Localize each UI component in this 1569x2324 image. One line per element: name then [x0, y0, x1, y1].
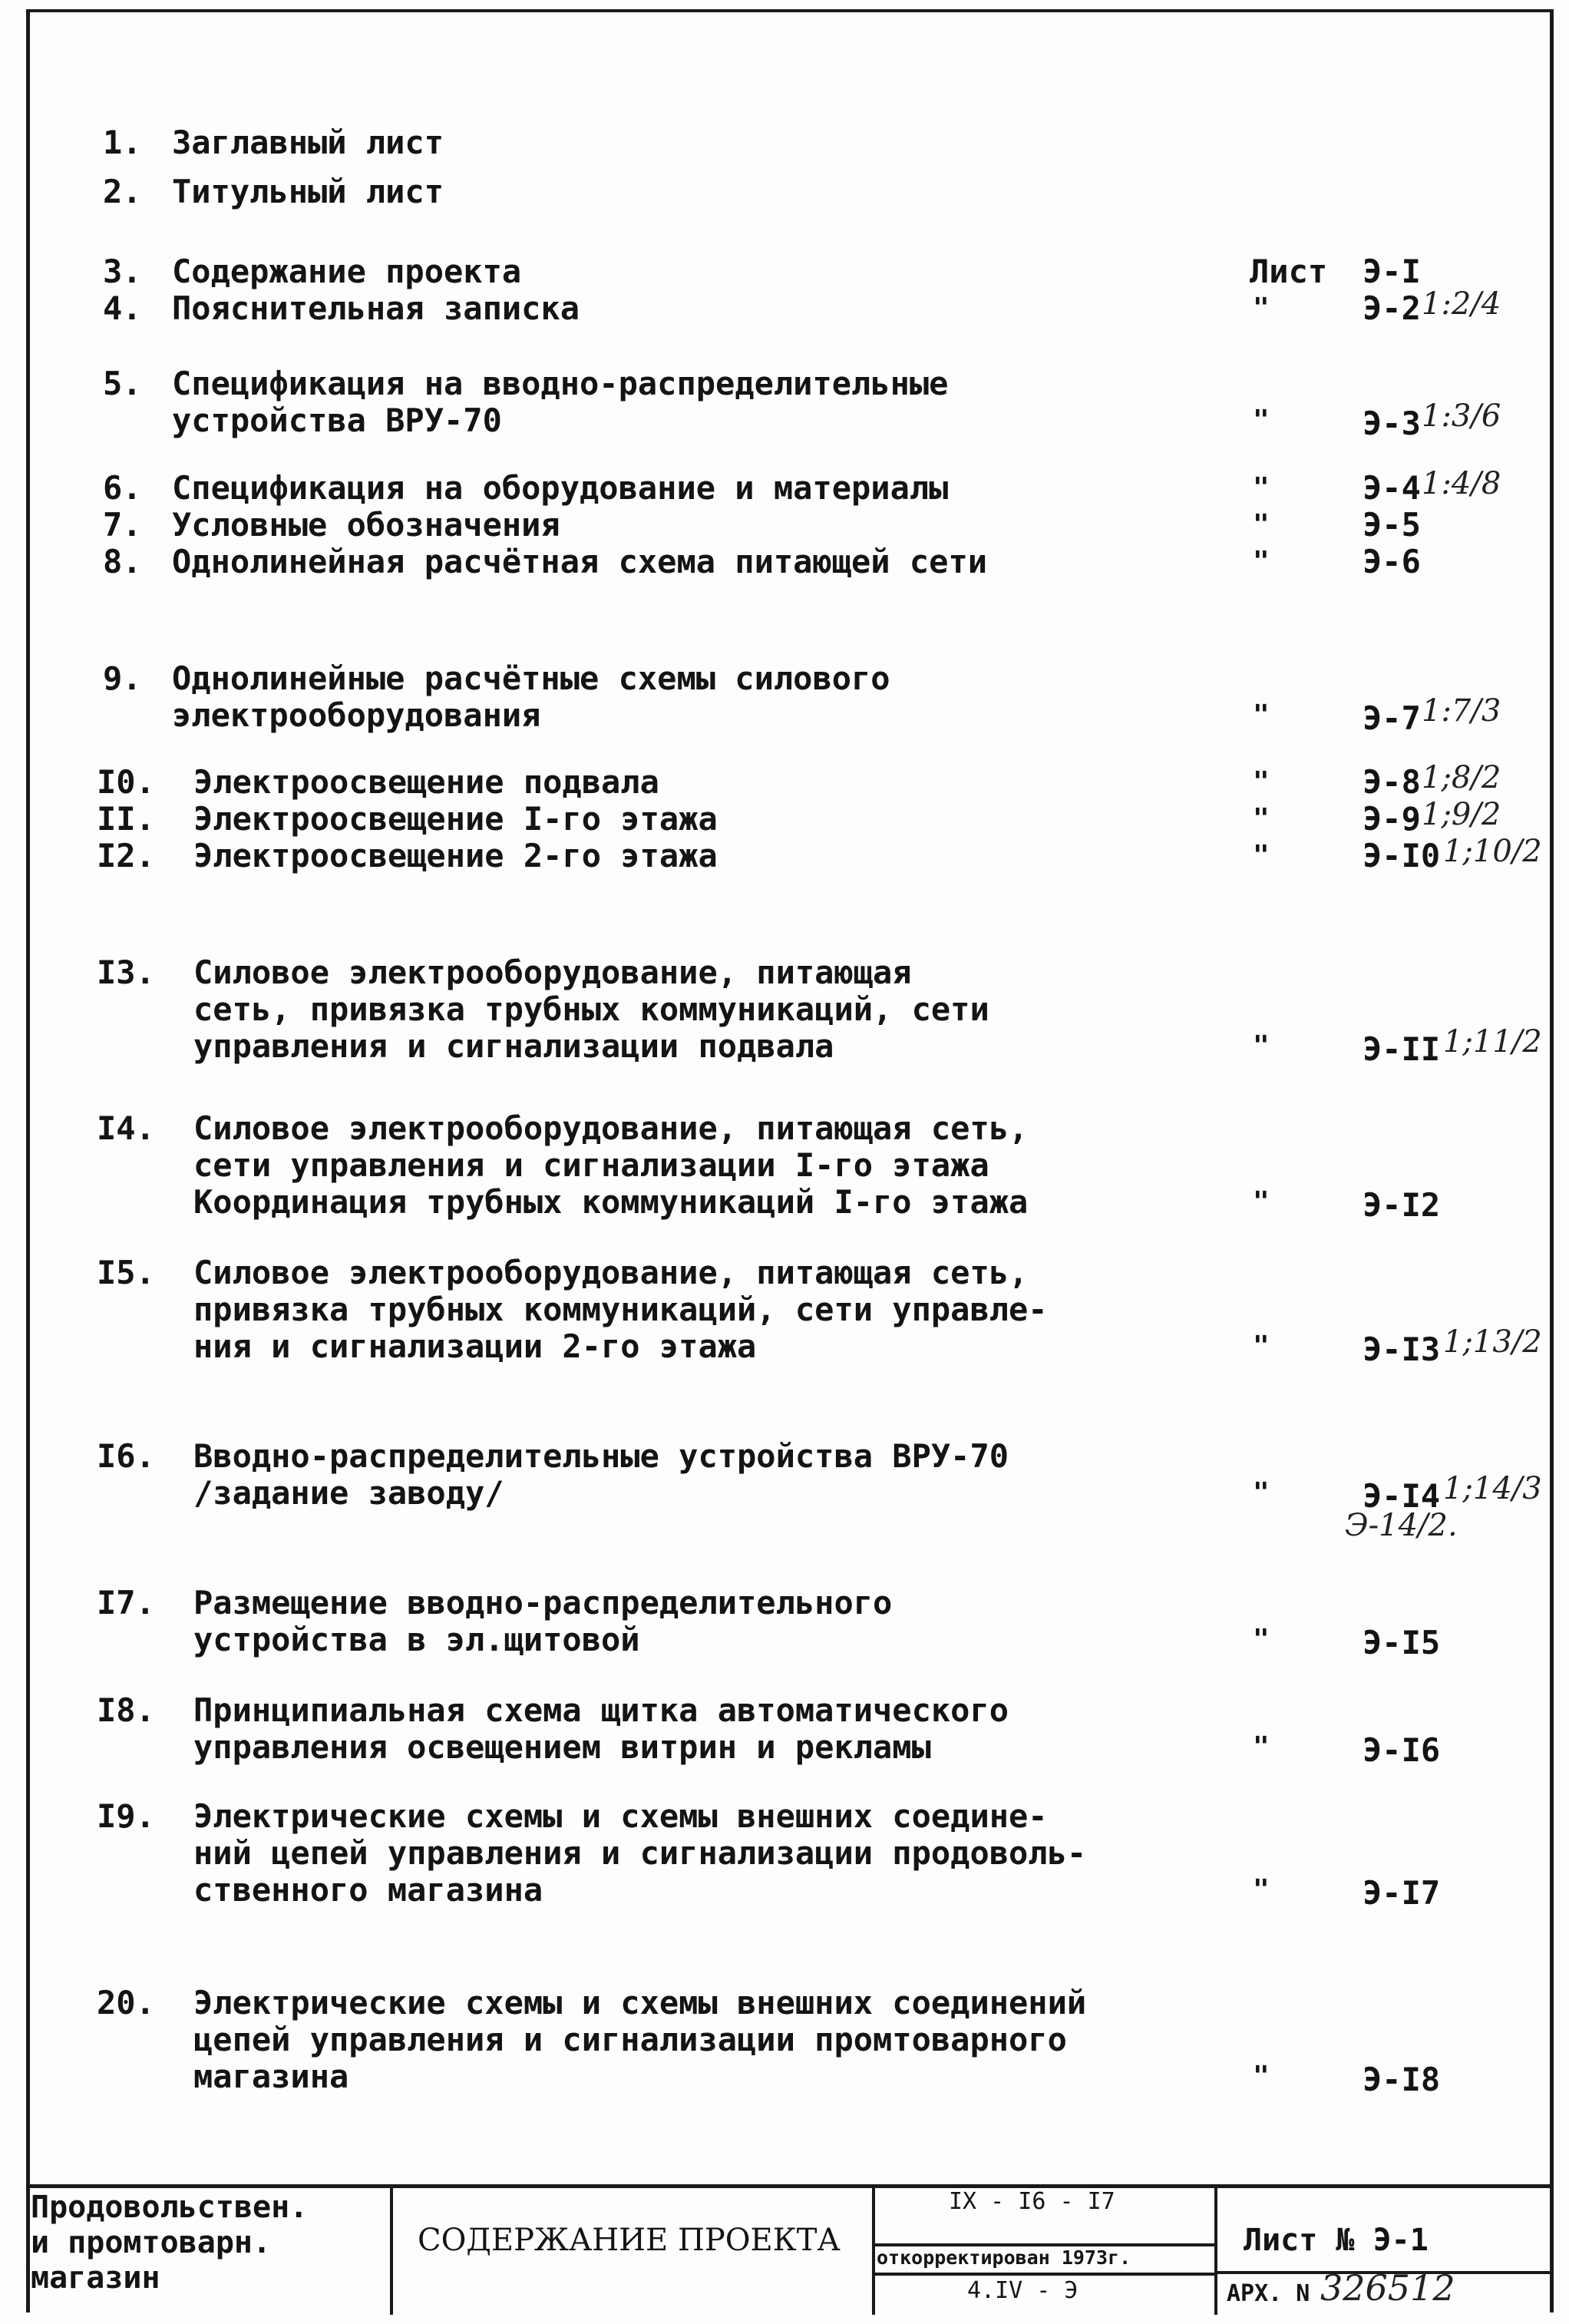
item-text-line: Электроосвещение I-го этажа — [193, 800, 718, 838]
item-text-line: Размещение вводно-распределительного — [193, 1584, 893, 1622]
item-number: 5. — [103, 365, 142, 402]
sheet-number: Э-I5 — [1363, 1624, 1441, 1661]
ditto-mark: " — [1253, 840, 1270, 871]
item-text-line: ния и сигнализации 2-го этажа — [193, 1327, 757, 1365]
item-text-line: сеть, привязка трубных коммуникаций, сети — [193, 990, 989, 1028]
handwritten-sheet-note: 1:4/8 — [1422, 466, 1501, 501]
item-number: I2. — [97, 837, 155, 874]
item-number: I3. — [97, 954, 155, 991]
item-text-line: электрооборудования — [172, 696, 541, 734]
item-text-line: ний цепей управления и сигнализации продоволь- — [193, 1834, 1087, 1872]
item-number: 3. — [103, 253, 142, 290]
archive-number: 326512 — [1320, 2267, 1455, 2309]
item-text-line: привязка трубных коммуникаций, сети управле- — [193, 1291, 1048, 1328]
item-text-line: Однолинейная расчётная схема питающей сети — [172, 543, 988, 580]
item-text-line: сети управления и сигнализации I-го этажа — [193, 1146, 989, 1184]
item-text-line: Электрические схемы и схемы внешних соедине- — [193, 1797, 1048, 1835]
ditto-mark: " — [1253, 1186, 1270, 1218]
ditto-mark: " — [1253, 1731, 1270, 1763]
item-text-line: Силовое электрооборудование, питающая сеть, — [193, 1254, 1029, 1291]
item-number: 20. — [97, 1984, 155, 2022]
object-name-line: магазин — [31, 2260, 160, 2296]
item-text-line: Электроосвещение подвала — [193, 763, 659, 801]
sheet-number: Э-I3 — [1363, 1331, 1441, 1368]
correction-note: откорректирован 1973г. — [877, 2246, 1131, 2269]
item-text-line: магазина — [193, 2058, 349, 2095]
sheet-number: Э-II — [1363, 1030, 1441, 1068]
item-text-line: цепей управления и сигнализации промтоварного — [193, 2021, 1067, 2058]
ditto-mark: " — [1253, 472, 1270, 504]
ditto-mark: " — [1253, 405, 1270, 436]
item-number: I4. — [97, 1109, 155, 1147]
ditto-mark: " — [1253, 1874, 1270, 1906]
sheet-number: Э-I0 — [1363, 837, 1441, 874]
object-name-line: и промтоварн. — [31, 2225, 272, 2260]
handwritten-sheet-note: 1:7/3 — [1422, 693, 1501, 729]
item-text-line: Электрические схемы и схемы внешних соединений — [193, 1984, 1087, 2022]
ditto-mark: " — [1253, 509, 1270, 541]
item-number: I9. — [97, 1797, 155, 1835]
sheet-number: Э-7 — [1363, 699, 1421, 737]
item-number: I8. — [97, 1691, 155, 1729]
title-block-divider — [872, 2184, 875, 2315]
ditto-mark: " — [1253, 803, 1270, 835]
item-text-line: управления и сигнализации подвала — [193, 1027, 834, 1065]
item-text-line: устройства в эл.щитовой — [193, 1621, 640, 1658]
item-number: II. — [97, 800, 155, 838]
title-block-divider — [1214, 2184, 1217, 2315]
title-block-divider — [390, 2184, 393, 2315]
ditto-mark: " — [1253, 1477, 1270, 1509]
item-text-line: управления освещением витрин и рекламы — [193, 1728, 931, 1766]
item-text-line: Титульный лист — [172, 173, 444, 210]
item-number: 2. — [103, 173, 142, 210]
handwritten-sheet-note: 1;9/2 — [1422, 797, 1501, 832]
item-text-line: Спецификация на оборудование и материалы — [172, 469, 949, 507]
handwritten-sheet-note: 1;11/2 — [1443, 1024, 1542, 1060]
handwritten-sheet-note: 1;14/3 — [1443, 1471, 1542, 1506]
sheet-number: Э-2 — [1363, 289, 1421, 327]
sheet-number: Э-6 — [1363, 543, 1421, 580]
sheet-number: Э-3 — [1363, 405, 1421, 442]
object-name-line: Продовольствен. — [31, 2190, 309, 2225]
sheet-number: Э-I8 — [1363, 2061, 1441, 2098]
sheet-number: Э-8 — [1363, 763, 1421, 801]
ditto-mark: " — [1253, 766, 1270, 798]
item-number: I6. — [97, 1437, 155, 1475]
item-text-line: Условные обозначения — [172, 506, 560, 544]
ditto-mark: " — [1253, 1030, 1270, 1062]
item-text-line: Содержание проекта — [172, 253, 522, 290]
handwritten-note: Э-14/2. — [1345, 1508, 1458, 1543]
item-number: 1. — [103, 124, 142, 161]
item-number: 8. — [103, 543, 142, 580]
handwritten-sheet-note: 1;10/2 — [1443, 834, 1542, 869]
item-text-line: Силовое электрооборудование, питающая — [193, 954, 912, 991]
item-text-line: Силовое электрооборудование, питающая сеть, — [193, 1109, 1029, 1147]
item-number: I7. — [97, 1584, 155, 1622]
item-number: 4. — [103, 289, 142, 327]
sheet-number: Э-I — [1363, 253, 1421, 290]
item-number: 7. — [103, 506, 142, 544]
stamp-code: 4.IV - Э — [967, 2277, 1078, 2304]
handwritten-sheet-note: 1;8/2 — [1422, 760, 1501, 795]
item-text-line: Электроосвещение 2-го этажа — [193, 837, 718, 874]
handwritten-sheet-note: 1:3/6 — [1422, 398, 1501, 434]
item-text-line: Однолинейные расчётные схемы силового — [172, 660, 890, 697]
item-number: I5. — [97, 1254, 155, 1291]
item-text-line: ственного магазина — [193, 1871, 543, 1909]
item-text-line: /задание заводу/ — [193, 1474, 504, 1512]
sheet-number: Э-I4 — [1363, 1477, 1441, 1515]
item-text-line: Спецификация на вводно-распределительные — [172, 365, 949, 402]
handwritten-sheet-note: 1;13/2 — [1443, 1324, 1542, 1360]
ditto-mark: " — [1253, 2061, 1270, 2092]
item-text-line: Пояснительная записка — [172, 289, 580, 327]
drawing-title: СОДЕРЖАНИЕ ПРОЕКТА — [418, 2223, 841, 2258]
title-block-rule — [872, 2273, 1214, 2276]
ditto-mark: " — [1253, 1624, 1270, 1655]
item-text-line: Координация трубных коммуникаций I-го этажа — [193, 1183, 1029, 1221]
item-text-line: Заглавный лист — [172, 124, 444, 161]
item-text-line: Принципиальная схема щитка автоматического — [193, 1691, 1009, 1729]
project-code: IX - I6 - I7 — [949, 2188, 1115, 2215]
archive-label: АРХ. N — [1227, 2280, 1310, 2307]
handwritten-sheet-note: 1:2/4 — [1422, 286, 1501, 322]
sheet-number: Э-I7 — [1363, 1874, 1441, 1912]
sheet-number: Э-4 — [1363, 469, 1421, 507]
ditto-mark: " — [1253, 546, 1270, 577]
item-text-line: устройства ВРУ-70 — [172, 402, 502, 439]
sheet-number: Э-5 — [1363, 506, 1421, 544]
item-number: 9. — [103, 660, 142, 697]
sheet-number: Э-I6 — [1363, 1731, 1441, 1769]
sheet-number: Э-I2 — [1363, 1186, 1441, 1224]
sheet-word: Лист — [1250, 253, 1328, 290]
item-number: 6. — [103, 469, 142, 507]
sheet-label: Лист № Э-1 — [1244, 2223, 1429, 2258]
ditto-mark: " — [1253, 1331, 1270, 1362]
item-text-line: Вводно-распределительные устройства ВРУ-70 — [193, 1437, 1009, 1475]
sheet-number: Э-9 — [1363, 800, 1421, 838]
ditto-mark: " — [1253, 293, 1270, 324]
item-number: I0. — [97, 763, 155, 801]
ditto-mark: " — [1253, 699, 1270, 731]
